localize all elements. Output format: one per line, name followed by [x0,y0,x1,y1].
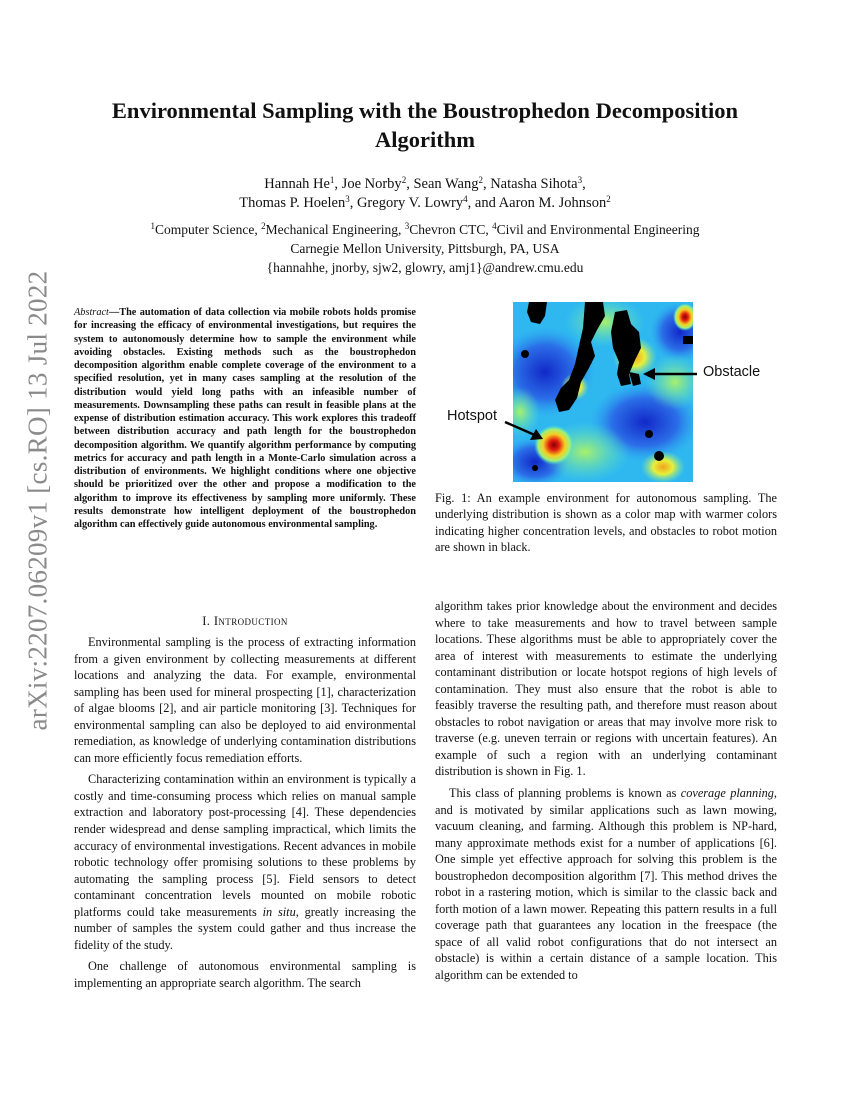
obstacle-shape [521,350,529,358]
author-affil-mark: 1 [329,175,335,185]
arxiv-stamp [20,270,56,730]
obstacle-shape [532,465,538,471]
abstract-heading: Abstract [74,307,109,318]
affil-mark: 2 [261,221,266,231]
author-name: Natasha Sihota [490,176,578,192]
author-affil-mark: 3 [345,194,350,204]
author-sep: , [482,176,491,192]
author-name: Aaron M. Johnson [498,195,607,211]
author-list [100,175,750,213]
paragraph: algorithm takes prior knowledge about the environment and decides where to take measurements and how to travel between sample locations. These algorithms must be able to appropriately cover the area of interest with measurements to estimate the underlying contaminant distribution or locate hotspot regions of high levels of contamination. They must also ensure that the robot is able to feasibly traverse the resulting path, and therefore must reason about obstacles to robot navigation or areas that may involve more risk to traverse (e.g. uneven terrain or regions with uncertain features). An example of such a region with an underlying contaminant distribution is shown in Fig. 1. [435,599,777,779]
author-affil-mark: 3 [577,175,583,185]
hotspot-marker [534,425,574,465]
university: Carnegie Mellon University, Pittsburgh, PA, USA [290,241,560,256]
abstract-text: The automation of data collection via mobile robots holds promise for increasing the efficacy of environmental investigations, but requires the system to autonomously determine how to sample the environment while avoiding obstacles. Existing methods such as the boustrophedon decomposition algorithm enable complete coverage of the environment to a specified resolution, yet in many cases sampling at the resolution of the distribution would yield long paths with an infeasible number of measurements. Downsampling these paths can result in feasible plans at the expense of distribution estimation accuracy. This work explores this tradeoff between distribution accuracy and path length for the boustrophedon decomposition algorithm. We quantify algorithm performance by computing metrics for accuracy and path length in a Monte-Carlo simulation across a distribution of environments. We highlight conditions where one objective should be prioritized over the other and propose a modification to the algorithm to improve its effectiveness by sampling more uniformly. These results demonstrate how intelligent deployment of the boustrophedon algorithm can effectively guide autonomous environmental sampling. [74,307,416,530]
author-sep: , and [467,195,499,211]
affiliations [80,220,770,277]
dept-name: Chevron CTC, [409,222,493,237]
hotspot-label: Hotspot [447,408,497,424]
author-affil-mark: 2 [478,175,483,185]
author-sep: , [582,176,586,192]
author-sep: , [349,195,357,211]
author-name: Thomas P. Hoelen [239,195,346,211]
author-affil-mark: 2 [606,194,611,204]
paragraph-text: , and is motivated by similar applications such as lawn mowing, vacuum cleaning, and farming. Although this problem is NP-hard, many approximate methods exist for a number of applications [6]. One simple yet effective approach for solving this problem is the boustrophedon decomposition algorithm [7]. This method drives the robot in a rastering motion, which is similar to the classic back and forth motion of a lawn mower. Repeating this pattern results in a full coverage path that guarantees any location in the freespace (the space of all valid robot configurations that do not intersect an obstacle) is within a certain distance of a sample location. This algorithm can be extended to [435,786,777,983]
author-line-2 [100,194,750,213]
obstacle-shape [654,451,664,461]
dept-name: Computer Science, [155,222,262,237]
section-number: I. [202,614,211,628]
paragraph [435,785,777,984]
obstacle-shape [683,336,693,344]
author-line-1 [100,175,750,194]
abstract [74,306,416,531]
author-name: Hannah He [264,176,330,192]
emails: {hannahhe, jnorby, sjw2, glowry, amj1}@andrew.cmu.edu [266,260,584,275]
obstacle-label: Obstacle [703,364,761,380]
paragraph-text: This class of planning problems is known as [449,786,681,801]
author-affil-mark: 4 [463,194,468,204]
author-name: Gregory V. Lowry [356,195,464,211]
figure-1 [445,302,775,482]
author-affil-mark: 2 [401,175,407,185]
dept-name: Mechanical Engineering, [265,222,405,237]
abstract-dash: — [108,307,120,318]
paper-title: Environmental Sampling with the Boustrophedon Decomposition Algorithm [111,98,739,152]
paragraph [74,771,416,953]
affil-mark: 1 [150,221,156,231]
author-name: Sean Wang [413,176,479,192]
emphasis: coverage planning [680,786,774,801]
departments [80,220,770,239]
right-column-body [435,598,777,989]
author-name: Joe Norby [341,176,402,192]
section-heading [74,614,416,629]
paragraph-text: Characterizing contamination within an environment is typically a costly and time-consuming process which relies on manual sample extraction and laboratory post-processing [4]. These dependencies render widespread and dense sampling impractical, which limits the accuracy of environmental investigations. Recent advances in mobile robotic technology offer promising solutions to these problems by automating the sampling process [5]. Field sensors to detect contaminant concentration levels mounted on mobile robotic platforms could take measurements [74,772,416,919]
paragraph: One challenge of autonomous environmental sampling is implementing an appropriate search algorithm. The search [74,959,416,990]
arxiv-id: arXiv:2207.06209v1 [cs.RO] 13 Jul 2022 [22,270,53,730]
dept-name: Civil and Environmental Engineering [496,222,700,237]
paragraph: Environmental sampling is the process of extracting information from a given environment by collecting measurements at different locations and analyzing the data. For example, environmental sampling has been used for mineral prospecting [1], characterization of algae blooms [2], and air particle monitoring [3]. Techniques for environmental sampling can also be deployed to aid environmental remediation, as knowledge of underlying contamination distributions can more efficiently focus remediation efforts. [74,635,416,765]
emphasis: in situ [262,904,296,919]
heatmap-figure [445,302,775,482]
color-map [495,302,710,482]
affil-mark: 3 [404,221,410,231]
affil-mark: 4 [492,221,497,231]
author-sep: , [406,176,414,192]
left-column-body [74,634,416,996]
obstacle-shape [645,430,653,438]
section-title: Introduction [213,614,288,628]
figure-caption: Fig. 1: An example environment for autonomous sampling. The underlying distribution is shown as a color map with warmer colors indicating higher concentration levels, and obstacles to robot motion are shown in black. [435,491,777,555]
author-sep: , [334,176,342,192]
paragraph-text: , greatly increasing the number of samples the system could gather and thus increase the fidelity of the study. [74,904,416,952]
